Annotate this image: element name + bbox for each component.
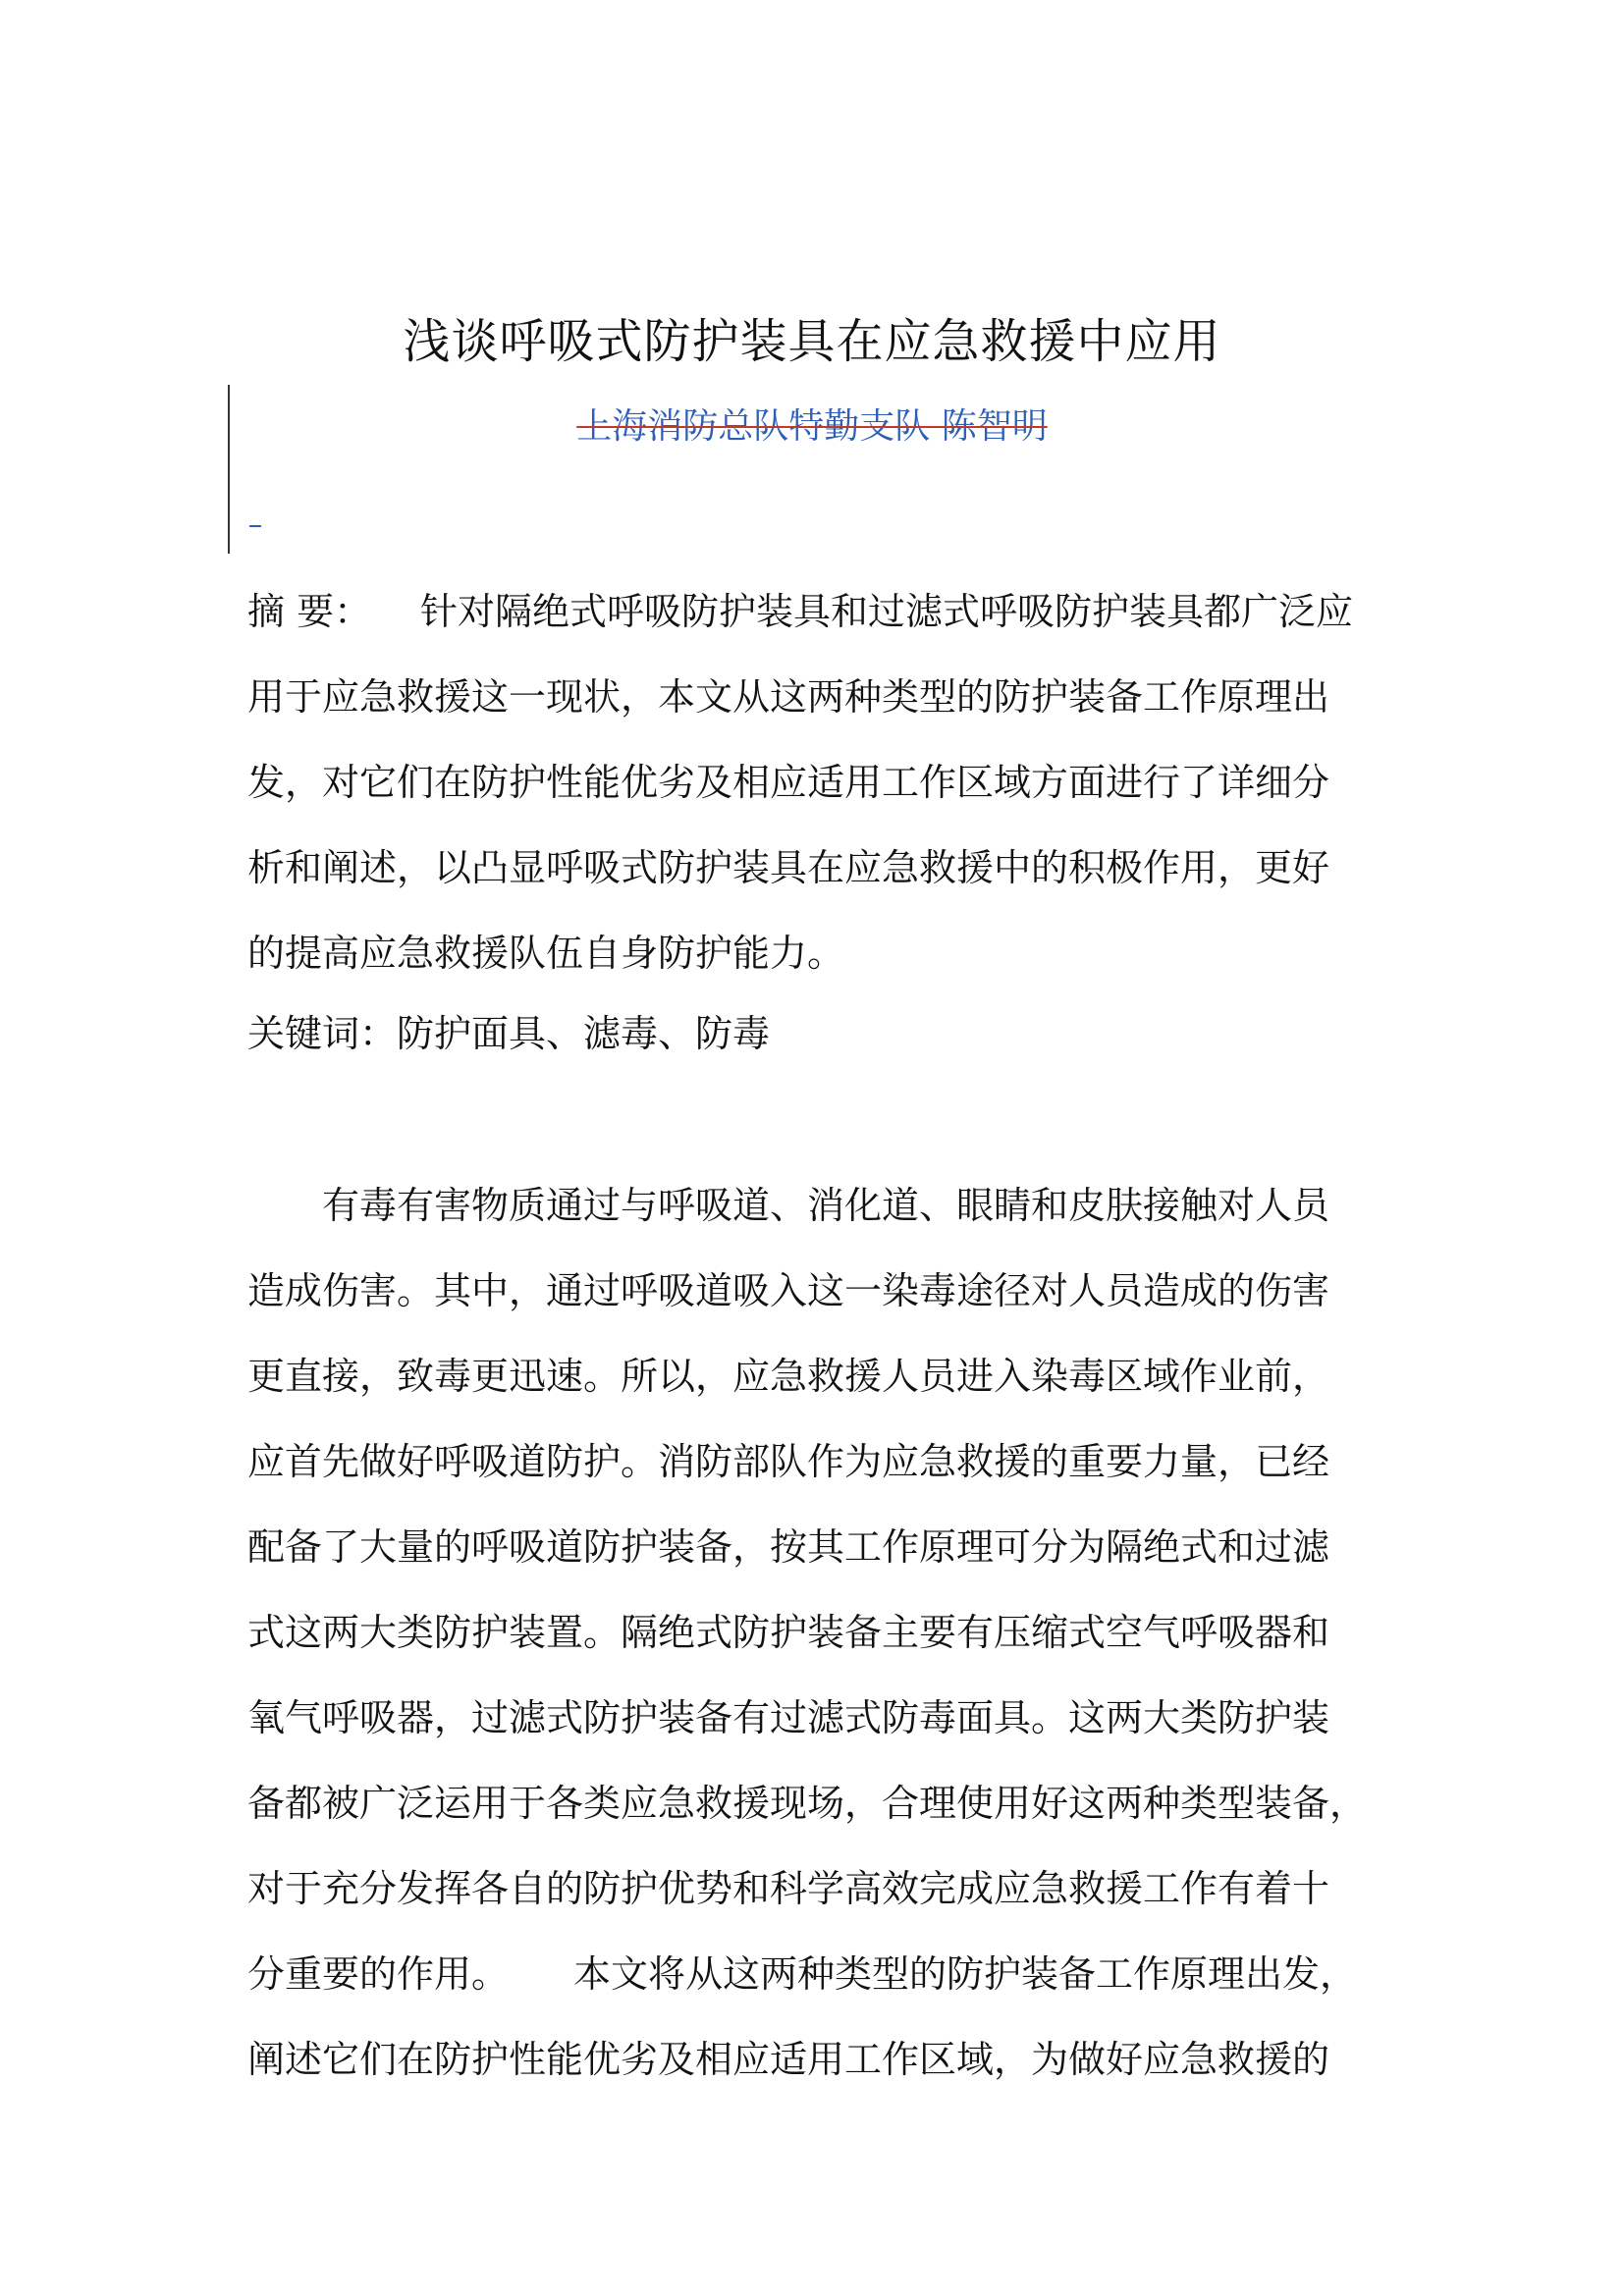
body-line-10: 分重要的作用。 本文将从这两种类型的防护装备工作原理出发， [247, 1952, 1358, 1996]
author-line-deleted: 上海消防总队特勤支队 陈智明 [576, 406, 1048, 447]
abstract-line-5: 的提高应急救援队伍自身防护能力。 [247, 932, 845, 975]
abstract-line-4: 析和阐述，以凸显呼吸式防护装具在应急救援中的积极作用，更好 [247, 846, 1330, 889]
body-line-7: 氧气呼吸器，过滤式防护装备有过滤式防毒面具。这两大类防护装 [247, 1696, 1330, 1739]
body-line-9: 对于充分发挥各自的防护优势和科学高效完成应急救援工作有着十 [247, 1867, 1330, 1910]
body-line-11: 阐述它们在防护性能优劣及相应适用工作区域，为做好应急救援的 [247, 2038, 1330, 2081]
body-line-2: 造成伤害。其中，通过呼吸道吸入这一染毒途径对人员造成的伤害 [247, 1269, 1330, 1312]
body-paragraph [247, 1163, 1386, 2103]
document-title: 浅谈呼吸式防护装具在应急救援中应用 [403, 314, 1221, 369]
abstract-line-3: 发，对它们在防护性能优劣及相应适用工作区域方面进行了详细分 [247, 761, 1330, 804]
body-line-6: 式这两大类防护装置。隔绝式防护装备主要有压缩式空气呼吸器和 [247, 1611, 1330, 1654]
body-line-1: 有毒有害物质通过与呼吸道、消化道、眼睛和皮肤接触对人员 [322, 1184, 1330, 1227]
abstract-paragraph [247, 569, 1386, 996]
body-line-4: 应首先做好呼吸道防护。消防部队作为应急救援的重要力量，已经 [247, 1440, 1330, 1483]
body-line-8: 备都被广泛运用于各类应急救援现场，合理使用好这两种类型装备， [247, 1782, 1368, 1825]
abstract-line-1: 摘 要： 针对隔绝式呼吸防护装具和过滤式呼吸防护装具都广泛应 [247, 569, 1386, 655]
abstract-label: 摘 要： [247, 590, 372, 633]
body-line-5: 配备了大量的呼吸道防护装备，按其工作原理可分为隔绝式和过滤 [247, 1525, 1330, 1569]
keywords-line: 关键词：防护面具、滤毒、防毒 [247, 1012, 771, 1055]
body-line-3: 更直接，致毒更迅速。所以，应急救援人员进入染毒区域作业前， [247, 1355, 1330, 1398]
abstract-line-2: 用于应急救援这一现状，本文从这两种类型的防护装备工作原理出 [247, 675, 1330, 719]
revision-deleted-mark [249, 525, 261, 527]
